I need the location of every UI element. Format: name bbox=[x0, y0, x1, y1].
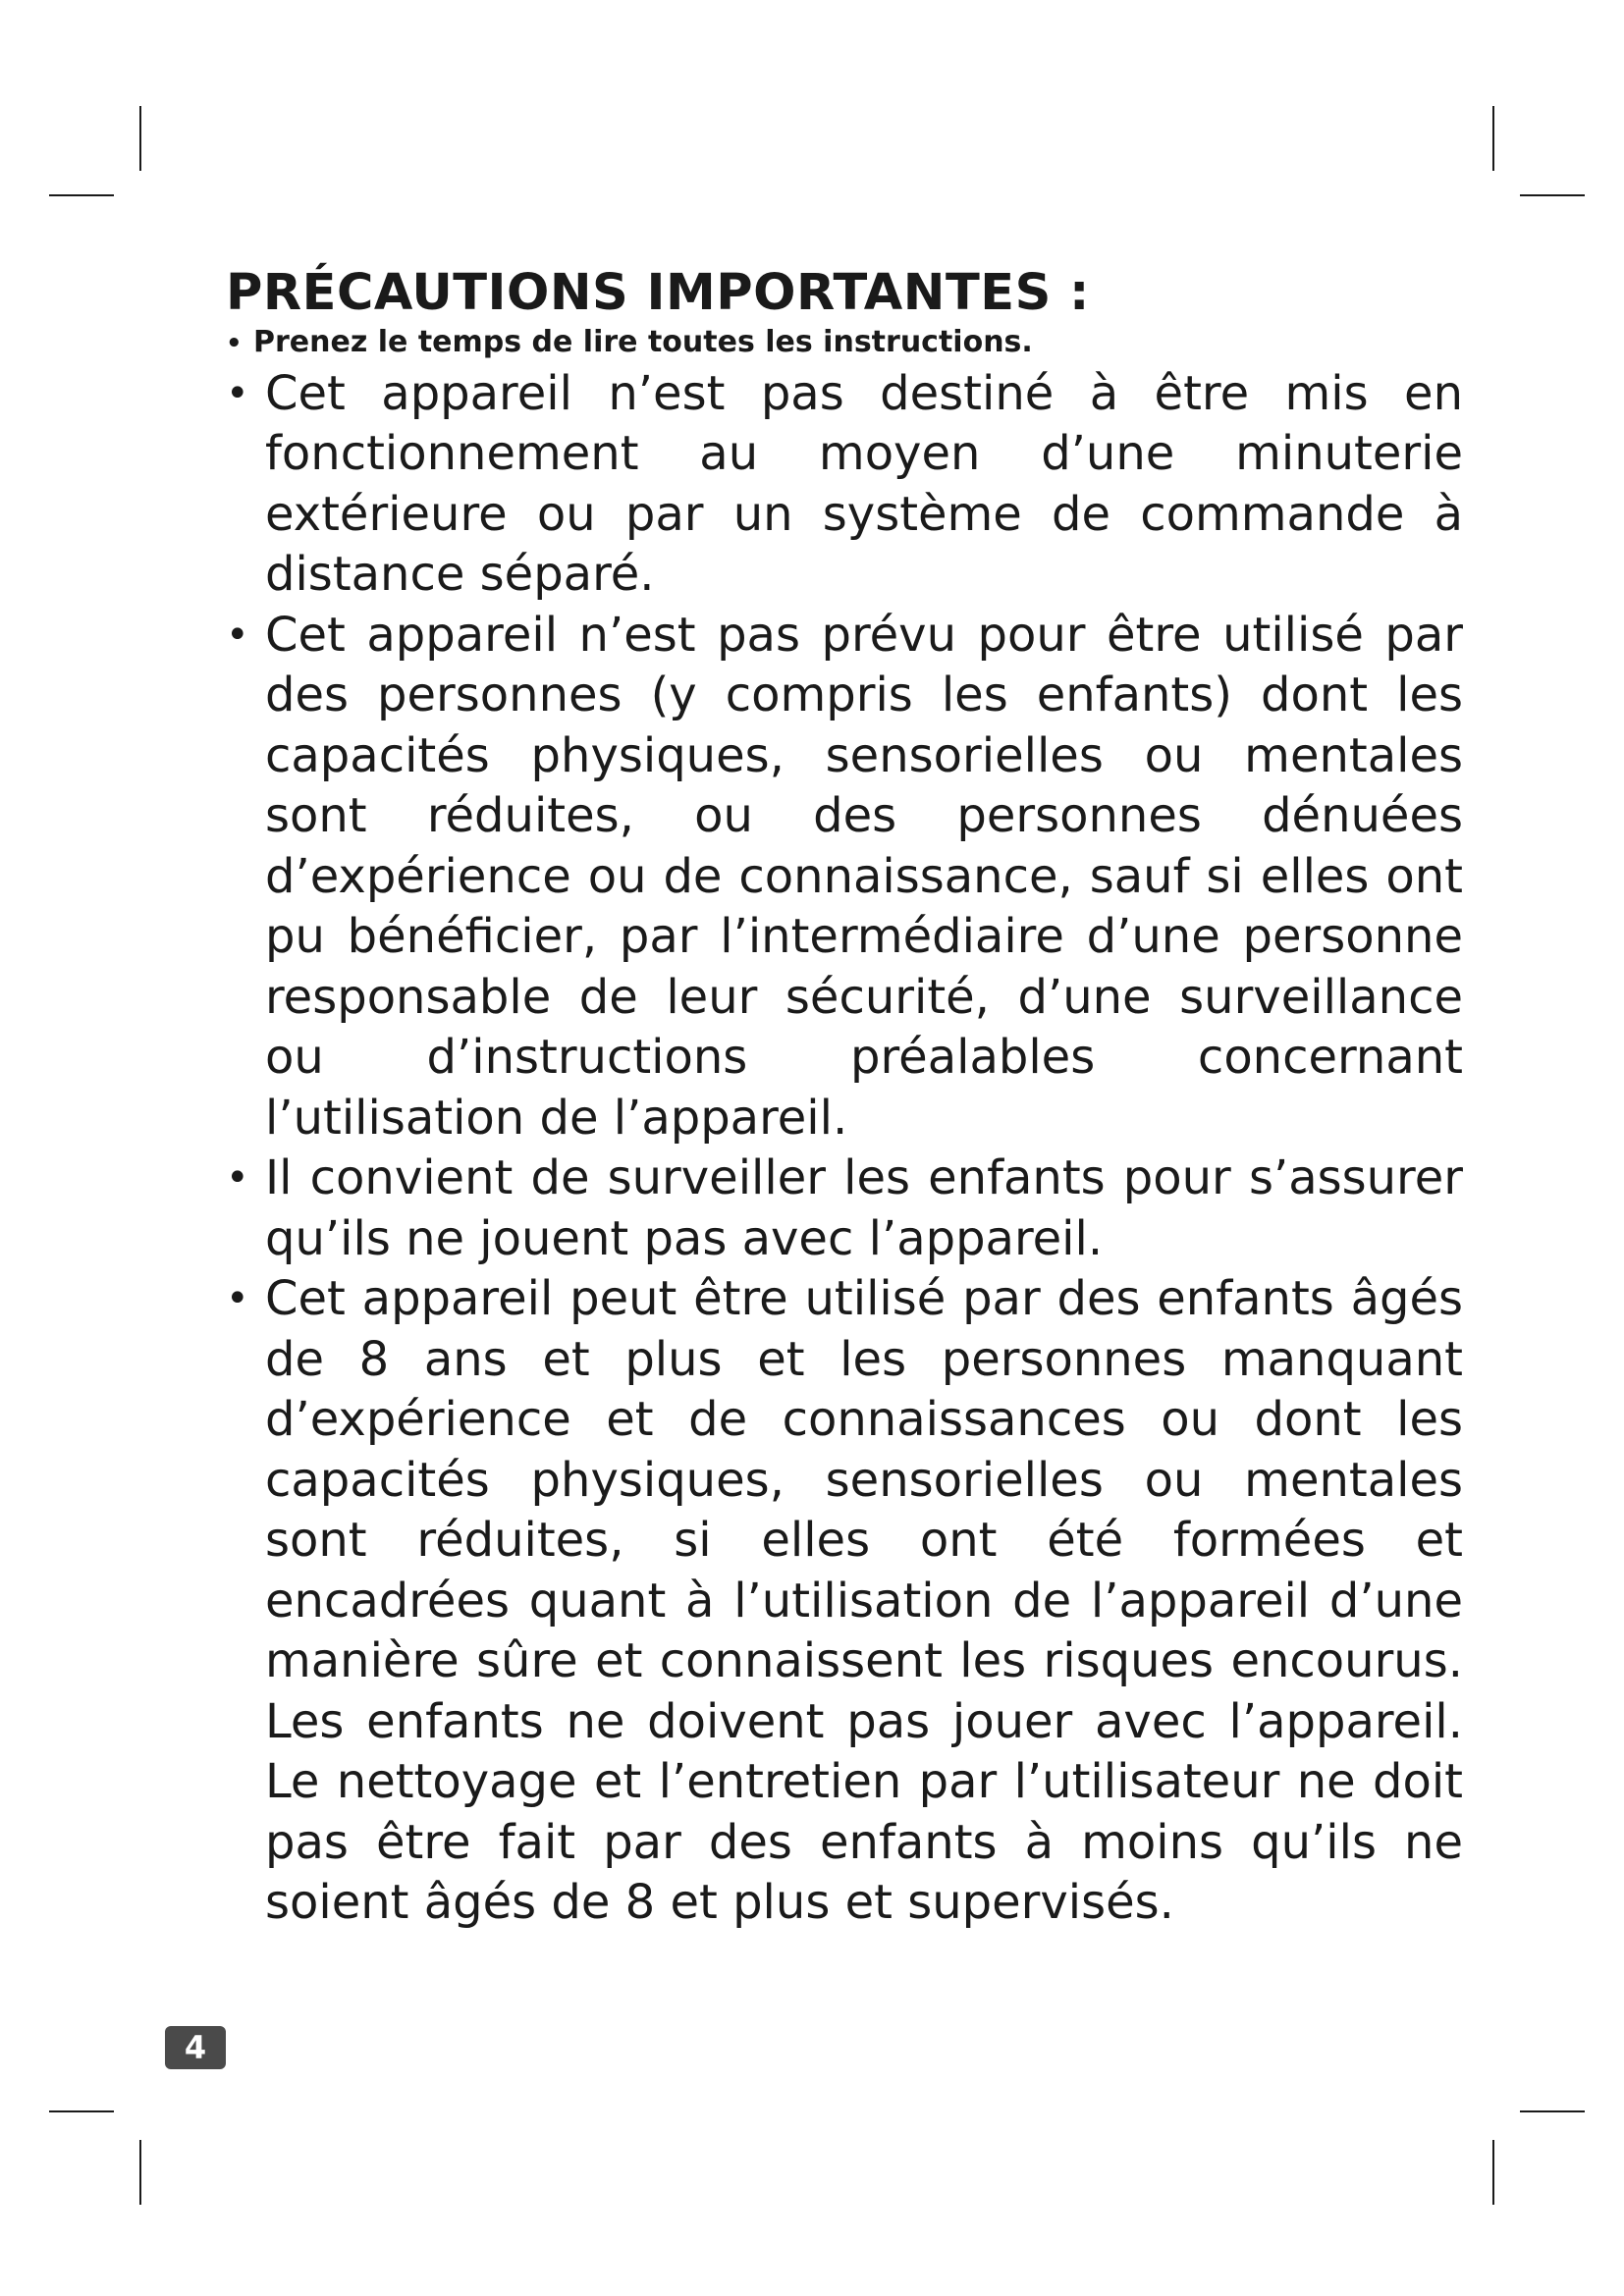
crop-mark-top-left-horizontal bbox=[49, 194, 114, 196]
bullet-icon: • bbox=[226, 370, 249, 416]
precautions-list bbox=[226, 364, 1463, 1934]
bullet-icon: • bbox=[226, 612, 249, 658]
bullet-icon: • bbox=[226, 1276, 249, 1322]
crop-mark-top-right-vertical bbox=[1492, 106, 1494, 171]
list-item bbox=[226, 1148, 1463, 1269]
list-item-text: Cet appareil peut être utilisé par des enfants âgés de 8 ans et plus et les personnes manquant d’expérience et de connaissances ou dont les capacités physiques, sensorielles ou mentales sont réduites, si elles ont été formées et encadrées quant à l’utilisation de l’appareil d’une manière sûre et connaissent les risques encourus. Les enfants ne doivent pas jouer avec l’appareil. Le nettoyage et l’entretien par l’utilisateur ne doit pas être fait par des enfants à moins qu’ils ne soient âgés de 8 et plus et supervisés. bbox=[265, 1271, 1463, 1931]
crop-mark-bottom-right-vertical bbox=[1492, 2140, 1494, 2205]
crop-mark-bottom-right-horizontal bbox=[1520, 2110, 1585, 2112]
intro-text: Prenez le temps de lire toutes les instructions. bbox=[253, 324, 1033, 359]
list-item bbox=[226, 1269, 1463, 1934]
crop-mark-bottom-left-horizontal bbox=[49, 2110, 114, 2112]
crop-mark-bottom-left-vertical bbox=[139, 2140, 141, 2205]
page-number-badge: 4 bbox=[165, 2026, 226, 2069]
document-body bbox=[226, 265, 1463, 1934]
page-title: PRÉCAUTIONS IMPORTANTES : bbox=[226, 264, 1090, 322]
intro-bullet bbox=[226, 325, 1463, 360]
list-item-text: Il convient de surveiller les enfants pour s’assurer qu’ils ne jouent pas avec l’appareil. bbox=[265, 1150, 1463, 1266]
list-item-text: Cet appareil n’est pas prévu pour être utilisé par des personnes (y compris les enfants) dont les capacités physiques, sensorielles ou mentales sont réduites, ou des personnes dénuées d’expérience ou de connaissance, sauf si elles ont pu bénéficier, par l’intermédiaire d’une personne responsable de leur sécurité, d’une surveillance ou d’instructions préalables concernant l’utilisation de l’appareil. bbox=[265, 607, 1463, 1146]
list-item bbox=[226, 606, 1463, 1149]
list-item-text: Cet appareil n’est pas destiné à être mis en fonctionnement au moyen d’une minuterie extérieure ou par un système de commande à distance séparé. bbox=[265, 365, 1463, 603]
bullet-icon: • bbox=[226, 328, 243, 358]
bullet-icon: • bbox=[226, 1155, 249, 1201]
list-item bbox=[226, 364, 1463, 606]
crop-mark-top-right-horizontal bbox=[1520, 194, 1585, 196]
crop-mark-top-left-vertical bbox=[139, 106, 141, 171]
